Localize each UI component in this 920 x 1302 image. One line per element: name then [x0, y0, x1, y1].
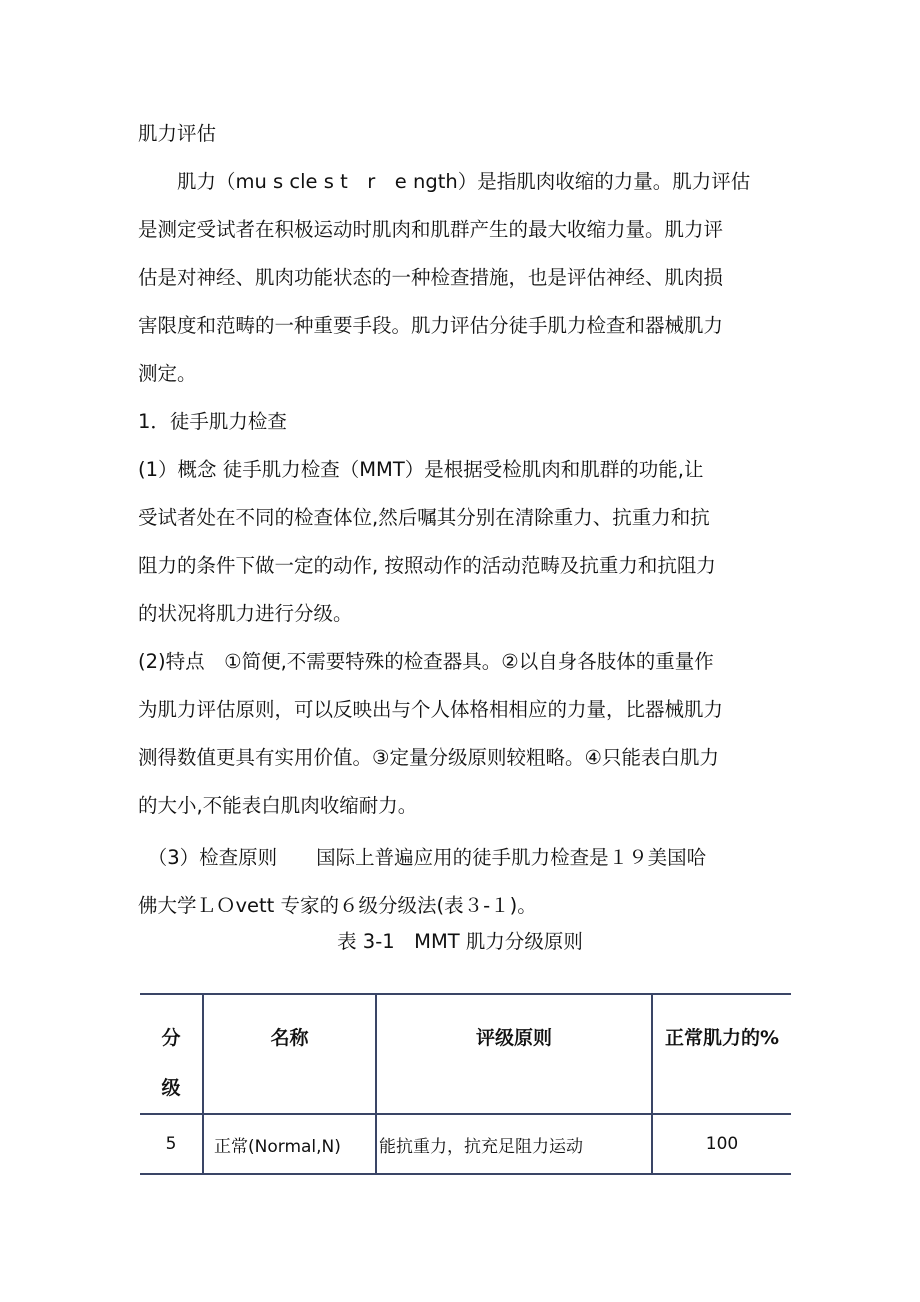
header-name: 名称: [203, 994, 376, 1114]
text-line: (1）概念 徒手肌力检查（MMT）是根据受检肌肉和肌群的功能,让: [138, 458, 704, 481]
header-grade: 分 级: [140, 994, 203, 1114]
text-line: 测定。: [138, 362, 197, 385]
table-header-row: [140, 994, 791, 1114]
text-line: 是测定受试者在积极运动时肌肉和肌群产生的最大收缩力量。肌力评: [138, 218, 724, 241]
text-line: 肌力（mu s cle s t r e ngth）是指肌肉收缩的力量。肌力评估: [138, 170, 751, 193]
text-line: 测得数值更具有实用价值。③定量分级原则较粗略。④只能表白肌力: [138, 746, 719, 769]
text-line: (2)特点 ①简便,不需要特殊的检查器具。②以自身各肢体的重量作: [138, 650, 714, 673]
text-line: 为肌力评估原则，可以反映出与个人体格相相应的力量，比器械肌力: [138, 698, 724, 721]
text-line: 受试者处在不同的检查体位,然后嘱其分别在清除重力、抗重力和抗: [138, 506, 710, 529]
text-line: 的状况将肌力进行分级。: [138, 602, 353, 625]
document-title: 肌力评估: [138, 122, 217, 145]
cell-grade: 5: [140, 1114, 203, 1174]
table-row: [140, 1114, 791, 1174]
header-percent: 正常肌力的%: [652, 994, 791, 1114]
mmt-grading-table: [140, 993, 791, 1175]
text-line: 的大小,不能表白肌肉收缩耐力。: [138, 794, 418, 817]
text-line: 阻力的条件下做一定的动作, 按照动作的活动范畴及抗重力和抗阻力: [138, 554, 716, 577]
cell-percent: 100: [652, 1114, 791, 1174]
cell-criteria: 能抗重力，抗充足阻力运动: [376, 1114, 652, 1174]
cell-name: 正常(Normal,N): [203, 1114, 376, 1174]
text-line: （3）检查原则 国际上普遍应用的徒手肌力检查是１９美国哈: [138, 846, 707, 869]
table-caption: 表 3-1 MMT 肌力分级原则: [337, 930, 583, 953]
text-line: 估是对神经、肌肉功能状态的一种检查措施，也是评估神经、肌肉损: [138, 266, 724, 289]
header-criteria: 评级原则: [376, 994, 652, 1114]
text-line: 1．徒手肌力检查: [138, 410, 287, 433]
text-line: 害限度和范畴的一种重要手段。肌力评估分徒手肌力检查和器械肌力: [138, 314, 724, 337]
text-line: 佛大学ＬＯvett 专家的６级分级法(表３-１)。: [138, 894, 537, 917]
